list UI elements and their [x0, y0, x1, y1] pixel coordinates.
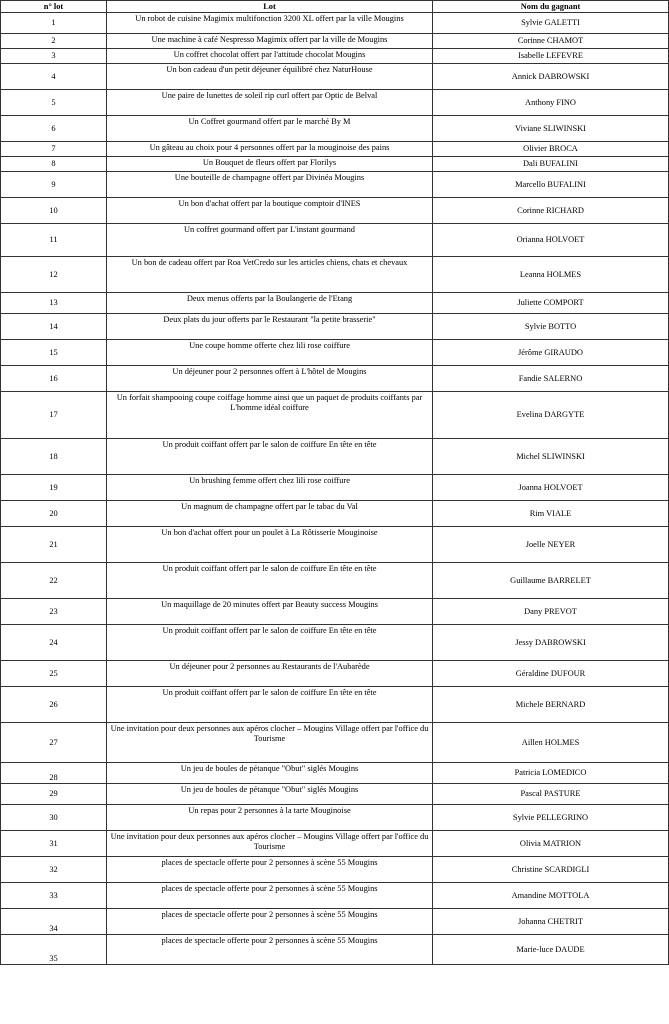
- lot-description-cell: Une invitation pour deux personnes aux apéros clocher – Mougins Village offert par l'office du Tourisme: [107, 831, 433, 857]
- lot-description-cell: Une invitation pour deux personnes aux apéros clocher – Mougins Village offert par l'office du Tourisme: [107, 723, 433, 763]
- header-row: [1, 1, 669, 13]
- lot-description-cell: Une coupe homme offerte chez lili rose coiffure: [107, 340, 433, 366]
- table-row: [1, 314, 669, 340]
- lot-description-cell: places de spectacle offerte pour 2 personnes à scène 55 Mougins: [107, 857, 433, 883]
- header-winner-name: Nom du gagnant: [433, 1, 669, 13]
- lot-number-cell: 14: [1, 314, 107, 340]
- winner-name-cell: Marie-luce DAUDE: [433, 935, 669, 965]
- lot-description-cell: Un brushing femme offert chez lili rose coiffure: [107, 475, 433, 501]
- winner-name-cell: Marcello BUFALINI: [433, 172, 669, 198]
- lot-description-cell: Un Coffret gourmand offert par le marché By M: [107, 116, 433, 142]
- table-row: [1, 527, 669, 563]
- lot-number-cell: 12: [1, 257, 107, 293]
- winner-name-cell: Johanna CHETRIT: [433, 909, 669, 935]
- winner-name-cell: Christine SCARDIGLI: [433, 857, 669, 883]
- lot-description-cell: places de spectacle offerte pour 2 personnes à scène 55 Mougins: [107, 935, 433, 965]
- table-row: [1, 625, 669, 661]
- table-row: [1, 883, 669, 909]
- table-row: [1, 198, 669, 224]
- lot-number-cell: 2: [1, 34, 107, 49]
- lot-number-cell: 33: [1, 883, 107, 909]
- winner-name-cell: Annick DABROWSKI: [433, 64, 669, 90]
- table-row: [1, 599, 669, 625]
- winner-name-cell: Pascal PASTURE: [433, 784, 669, 805]
- lot-number-cell: 1: [1, 13, 107, 34]
- table-row: [1, 563, 669, 599]
- winner-name-cell: Michel SLIWINSKI: [433, 439, 669, 475]
- winner-name-cell: Jérôme GIRAUDO: [433, 340, 669, 366]
- lot-description-cell: Un déjeuner pour 2 personnes offert à L'hôtel de Mougins: [107, 366, 433, 392]
- lot-description-cell: Un jeu de boules de pétanque "Obut" siglés Mougins: [107, 784, 433, 805]
- lot-number-cell: 18: [1, 439, 107, 475]
- lot-number-cell: 9: [1, 172, 107, 198]
- table-row: [1, 475, 669, 501]
- table-row: [1, 439, 669, 475]
- lot-description-cell: Un bon de cadeau offert par Roa VetCredo sur les articles chiens, chats et chevaux: [107, 257, 433, 293]
- table-row: [1, 340, 669, 366]
- lot-number-cell: 25: [1, 661, 107, 687]
- lot-description-cell: places de spectacle offerte pour 2 personnes à scène 55 Mougins: [107, 909, 433, 935]
- winner-name-cell: Rim VIALE: [433, 501, 669, 527]
- winner-name-cell: Leanna HOLMES: [433, 257, 669, 293]
- lot-number-cell: 15: [1, 340, 107, 366]
- lot-description-cell: Deux plats du jour offerts par le Restaurant "la petite brasserie": [107, 314, 433, 340]
- lot-number-cell: 11: [1, 224, 107, 257]
- lot-number-cell: 13: [1, 293, 107, 314]
- table-row: [1, 392, 669, 439]
- winner-name-cell: Corinne RICHARD: [433, 198, 669, 224]
- winner-name-cell: Olivia MATRION: [433, 831, 669, 857]
- winner-name-cell: Olivier BROCA: [433, 142, 669, 157]
- table-row: [1, 661, 669, 687]
- winner-name-cell: Anthony FINO: [433, 90, 669, 116]
- lot-number-cell: 34: [1, 909, 107, 935]
- winner-name-cell: Amandine MOTTOLA: [433, 883, 669, 909]
- lot-description-cell: Deux menus offerts par la Boulangerie de l'Etang: [107, 293, 433, 314]
- winner-name-cell: Corinne CHAMOT: [433, 34, 669, 49]
- lot-description-cell: Un bon d'achat offert par la boutique comptoir d'INES: [107, 198, 433, 224]
- table-row: [1, 142, 669, 157]
- lot-number-cell: 29: [1, 784, 107, 805]
- lot-number-cell: 35: [1, 935, 107, 965]
- table-row: [1, 935, 669, 965]
- winner-name-cell: Guillaume BARRELET: [433, 563, 669, 599]
- lot-description-cell: Un déjeuner pour 2 personnes au Restaurants de l'Aubarède: [107, 661, 433, 687]
- table-row: [1, 13, 669, 34]
- lot-description-cell: Un jeu de boules de pétanque "Obut" siglés Mougins: [107, 763, 433, 784]
- lot-number-cell: 19: [1, 475, 107, 501]
- lot-description-cell: Un produit coiffant offert par le salon de coiffure En tête en tête: [107, 625, 433, 661]
- lot-number-cell: 8: [1, 157, 107, 172]
- winner-name-cell: Sylvie GALETTI: [433, 13, 669, 34]
- table-row: [1, 116, 669, 142]
- lot-number-cell: 26: [1, 687, 107, 723]
- lot-number-cell: 30: [1, 805, 107, 831]
- lot-description-cell: Un Bouquet de fleurs offert par Florilys: [107, 157, 433, 172]
- lot-description-cell: Une machine à café Nespresso Magimix offert par la ville de Mougins: [107, 34, 433, 49]
- table-row: [1, 763, 669, 784]
- winner-name-cell: Patricia LOMEDICO: [433, 763, 669, 784]
- table-row: [1, 293, 669, 314]
- lot-number-cell: 28: [1, 763, 107, 784]
- winner-name-cell: Orianna HOLVOET: [433, 224, 669, 257]
- lot-number-cell: 5: [1, 90, 107, 116]
- lot-number-cell: 32: [1, 857, 107, 883]
- lot-number-cell: 7: [1, 142, 107, 157]
- lot-description-cell: Un robot de cuisine Magimix multifonction 3200 XL offert par la ville Mougins: [107, 13, 433, 34]
- table-row: [1, 723, 669, 763]
- winner-name-cell: Evelina DARGYTE: [433, 392, 669, 439]
- header-lot: Lot: [107, 1, 433, 13]
- lot-number-cell: 23: [1, 599, 107, 625]
- lot-description-cell: Un maquillage de 20 minutes offert par Beauty success Mougins: [107, 599, 433, 625]
- table-row: [1, 805, 669, 831]
- lot-description-cell: Un coffret gourmand offert par L'instant gourmand: [107, 224, 433, 257]
- lot-number-cell: 17: [1, 392, 107, 439]
- table-row: [1, 34, 669, 49]
- table-row: [1, 909, 669, 935]
- lot-number-cell: 10: [1, 198, 107, 224]
- lot-number-cell: 20: [1, 501, 107, 527]
- winner-name-cell: Géraldine DUFOUR: [433, 661, 669, 687]
- winner-name-cell: Juliette COMPORT: [433, 293, 669, 314]
- lot-number-cell: 16: [1, 366, 107, 392]
- winner-name-cell: Joelle NEYER: [433, 527, 669, 563]
- table-row: [1, 90, 669, 116]
- winner-name-cell: Viviane SLIWINSKI: [433, 116, 669, 142]
- table-row: [1, 257, 669, 293]
- winner-name-cell: Jessy DABROWSKI: [433, 625, 669, 661]
- lot-description-cell: Une paire de lunettes de soleil rip curl offert par Optic de Belval: [107, 90, 433, 116]
- lot-description-cell: Une bouteille de champagne offert par Divinéa Mougins: [107, 172, 433, 198]
- table-row: [1, 64, 669, 90]
- lot-description-cell: Un repas pour 2 personnes à la tarte Mouginoise: [107, 805, 433, 831]
- lot-description-cell: places de spectacle offerte pour 2 personnes à scène 55 Mougins: [107, 883, 433, 909]
- winner-name-cell: Sylvie PELLEGRINO: [433, 805, 669, 831]
- lot-description-cell: Un produit coiffant offert par le salon de coiffure En tête en tête: [107, 687, 433, 723]
- lot-description-cell: Un forfait shampooing coupe coiffage homme ainsi que un paquet de produits coiffants par L'homme idéal coiffure: [107, 392, 433, 439]
- lot-number-cell: 24: [1, 625, 107, 661]
- lot-number-cell: 6: [1, 116, 107, 142]
- table-row: [1, 831, 669, 857]
- winner-name-cell: Joanna HOLVOET: [433, 475, 669, 501]
- lot-number-cell: 22: [1, 563, 107, 599]
- lot-description-cell: Un produit coiffant offert par le salon de coiffure En tête en tête: [107, 563, 433, 599]
- winner-name-cell: Aillen HOLMES: [433, 723, 669, 763]
- lot-number-cell: 4: [1, 64, 107, 90]
- table-row: [1, 501, 669, 527]
- winner-name-cell: Dany PREVOT: [433, 599, 669, 625]
- table-row: [1, 687, 669, 723]
- lot-number-cell: 27: [1, 723, 107, 763]
- lot-description-cell: Un bon d'achat offert pour un poulet à La Rôtisserie Mouginoise: [107, 527, 433, 563]
- table-row: [1, 49, 669, 64]
- table-row: [1, 857, 669, 883]
- table-row: [1, 784, 669, 805]
- lot-description-cell: Un coffret chocolat offert par l'attitude chocolat Mougins: [107, 49, 433, 64]
- winner-name-cell: Isabelle LEFEVRE: [433, 49, 669, 64]
- table-row: [1, 172, 669, 198]
- lot-number-cell: 21: [1, 527, 107, 563]
- winner-name-cell: Sylvie BOTTO: [433, 314, 669, 340]
- table-row: [1, 157, 669, 172]
- winner-name-cell: Michele BERNARD: [433, 687, 669, 723]
- lot-description-cell: Un produit coiffant offert par le salon de coiffure En tête en tête: [107, 439, 433, 475]
- table-row: [1, 366, 669, 392]
- lot-number-cell: 3: [1, 49, 107, 64]
- lot-number-cell: 31: [1, 831, 107, 857]
- lot-description-cell: Un magnum de champagne offert par le tabac du Val: [107, 501, 433, 527]
- header-lot-number: n° lot: [1, 1, 107, 13]
- lot-description-cell: Un bon cadeau d'un petit déjeuner équilibré chez NaturHouse: [107, 64, 433, 90]
- winner-name-cell: Dali BUFALINI: [433, 157, 669, 172]
- table-row: [1, 224, 669, 257]
- winner-name-cell: Fandie SALERNO: [433, 366, 669, 392]
- lot-description-cell: Un gâteau au choix pour 4 personnes offert par la mouginoise des pains: [107, 142, 433, 157]
